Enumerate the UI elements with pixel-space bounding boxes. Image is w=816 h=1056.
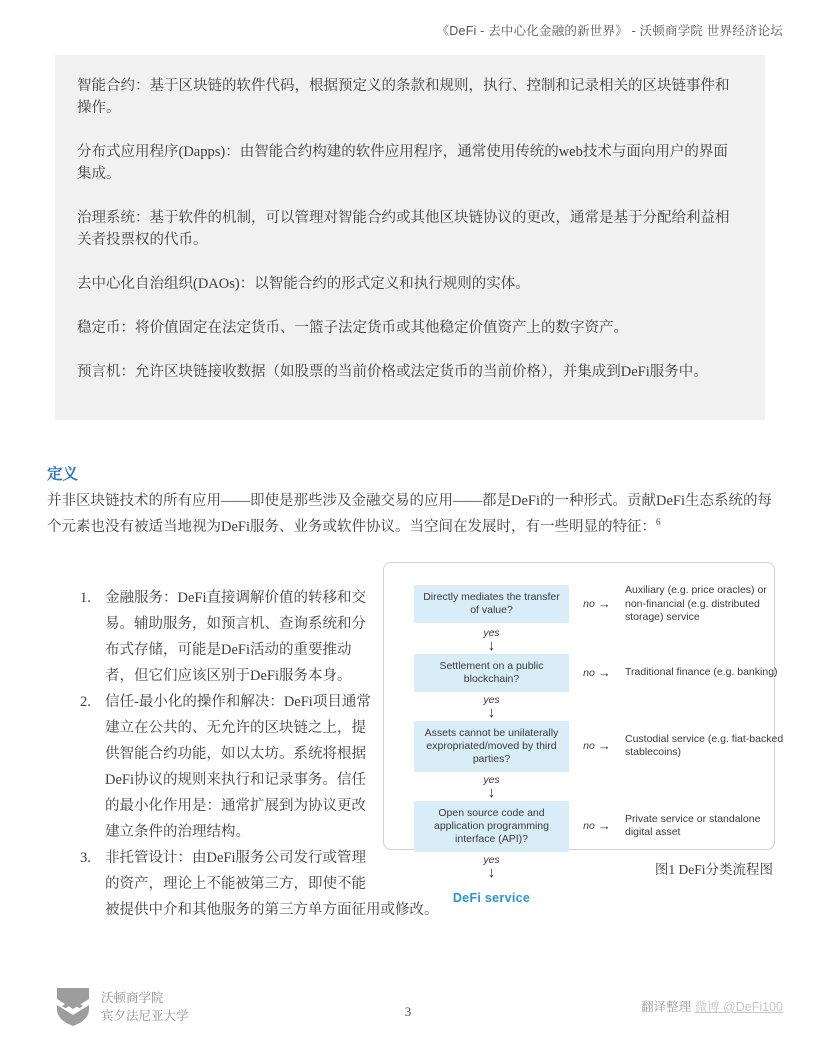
flowchart-result: Private service or standalone digital asset bbox=[625, 812, 761, 838]
down-arrow-icon: ↓ bbox=[487, 703, 496, 721]
right-arrow-icon: → bbox=[597, 818, 611, 833]
yes-label: yes bbox=[483, 626, 500, 639]
list-item bbox=[47, 585, 781, 689]
weibo-link[interactable]: 微博 @DeFi100 bbox=[694, 1000, 783, 1014]
credit-label: 翻译整理 bbox=[641, 1000, 692, 1014]
institution-line1: 沃顿商学院 bbox=[101, 991, 164, 1005]
no-label: no bbox=[583, 598, 595, 611]
list-item-text: 信任-最小化的操作和解决：DeFi项目通常建立在公共的、无允许的区块链之上，提供智能合约功能，如以太坊。系统将根据DeFi协议的规则来执行和记录事务。信任的最小化作用是：通常扩展到为协议更改建立条件的治理结构。 bbox=[105, 694, 371, 840]
right-arrow-icon: → bbox=[597, 664, 611, 680]
flowchart-question-box: Directly mediates the transfer of value? bbox=[414, 585, 569, 623]
flowchart-result: Custodial service (e.g. fiat-backed stablecoins) bbox=[625, 732, 784, 758]
intro-text: 并非区块链技术的所有应用——即使是那些涉及金融交易的应用——都是DeFi的一种形式。贡献DeFi生态系统的每个元素也没有被适当地视为DeFi服务、业务或软件协议。当空间在发展时，有一些明显的特征： bbox=[47, 493, 772, 535]
header-title: 《DeFi - 去中心化金融的新世界》 - 沃顿商学院 世界经济论坛 bbox=[436, 24, 783, 38]
right-arrow-icon: → bbox=[597, 738, 611, 753]
list-item-number: 2. bbox=[80, 694, 91, 710]
yes-label: yes bbox=[483, 773, 500, 786]
flowchart-question-box: Settlement on a public blockchain? bbox=[414, 654, 569, 692]
flowchart-question-box: Open source code and application programming interface (API)? bbox=[414, 801, 569, 852]
flowchart-question-box: Assets cannot be unilaterally expropriated/moved by third parties? bbox=[414, 721, 569, 772]
institution-line2: 宾夕法尼亚大学 bbox=[101, 1009, 189, 1023]
definition-entry: 预言机：允许区块链接收数据（如股票的当前价格或法定货币的当前价格），并集成到DeFi服务中。 bbox=[77, 364, 708, 380]
definition-entry: 治理系统：基于软件的机制，可以管理对智能合约或其他区块链协议的更改，通常是基于分配给利益相关者投票权的代币。 bbox=[77, 210, 730, 248]
definitions-box bbox=[55, 55, 765, 420]
no-label: no bbox=[583, 820, 595, 832]
down-arrow-icon: ↓ bbox=[487, 636, 496, 654]
list-item-text: 非托管设计：由DeFi服务公司发行或管理的资产，理论上不能被第三方，即使不能被提供中介和其他服务的第三方单方面征用或修改。 bbox=[105, 850, 439, 918]
yes-label: yes bbox=[483, 853, 500, 866]
page-header bbox=[437, 21, 783, 39]
defi-service-label: DeFi service bbox=[452, 890, 531, 905]
flowchart-result: Auxiliary (e.g. price oracles) or non-financial (e.g. distributed storage) service bbox=[625, 584, 767, 623]
intro-paragraph bbox=[47, 488, 781, 540]
list-item bbox=[47, 845, 781, 923]
definition-entry: 智能合约：基于区块链的软件代码，根据预定义的条款和规则，执行、控制和记录相关的区块链事件和操作。 bbox=[77, 78, 730, 116]
figure-caption: 图1 DeFi分类流程图 bbox=[654, 862, 773, 877]
definition-entry: 稳定币：将价值固定在法定货币、一篮子法定货币或其他稳定价值资产上的数字资产。 bbox=[77, 320, 628, 336]
translation-credit bbox=[641, 997, 783, 1015]
list-item-number: 3. bbox=[80, 850, 91, 866]
definition-entry: 分布式应用程序(Dapps)：由智能合约构建的软件应用程序，通常使用传统的web技术与面向用户的界面集成。 bbox=[77, 144, 728, 182]
section-heading: 定义 bbox=[47, 466, 79, 483]
down-arrow-icon: ↓ bbox=[487, 783, 496, 801]
definition-entry: 去中心化自治组织(DAOs)：以智能合约的形式定义和执行规则的实体。 bbox=[77, 276, 530, 292]
page-number: 3 bbox=[404, 1004, 412, 1019]
list-item bbox=[47, 689, 781, 845]
content-area bbox=[47, 584, 784, 923]
yes-label: yes bbox=[483, 693, 500, 706]
list-item-number: 1. bbox=[80, 590, 91, 606]
down-arrow-icon: ↓ bbox=[487, 863, 496, 881]
no-label: no bbox=[583, 666, 595, 679]
flowchart-result: Traditional finance (e.g. banking) bbox=[625, 665, 778, 678]
no-label: no bbox=[583, 740, 595, 752]
footnote-ref: 6 bbox=[656, 517, 661, 528]
right-arrow-icon: → bbox=[597, 596, 611, 612]
list-item-text: 金融服务：DeFi直接调解价值的转移和交易。辅助服务，如预言机、查询系统和分布式存储，可能是DeFi活动的重要推动者，但它们应该区别于DeFi服务本身。 bbox=[105, 590, 366, 684]
